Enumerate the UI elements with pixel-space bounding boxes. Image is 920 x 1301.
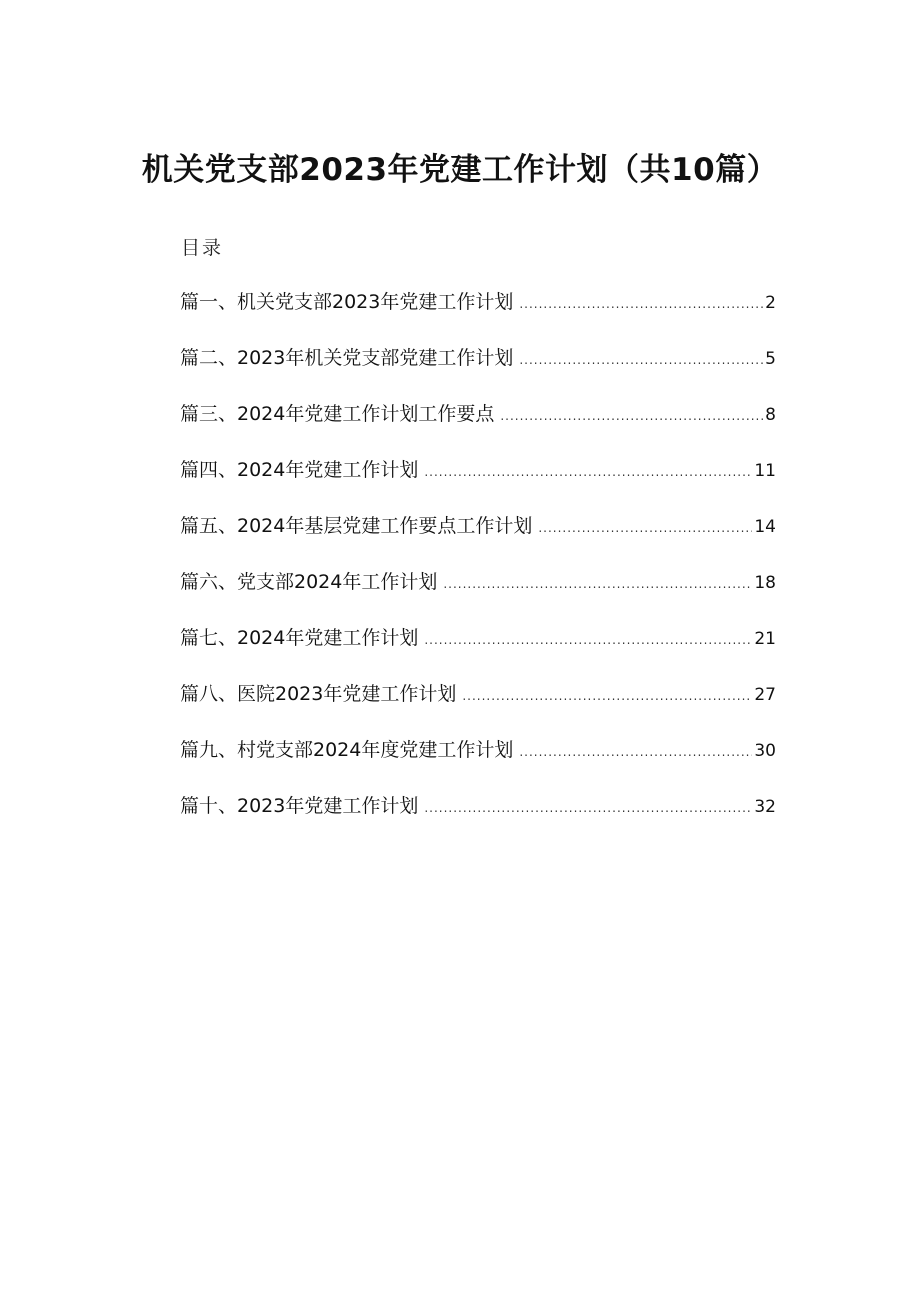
toc-entry-label: 篇七、2024年党建工作计划 [180, 627, 419, 649]
toc-entry-6[interactable] [180, 566, 776, 622]
toc-entry-page: 30 [754, 741, 776, 761]
toc-entry-label: 篇三、2024年党建工作计划工作要点 [180, 403, 495, 425]
toc-dot-leader [519, 288, 763, 320]
toc-entry-label: 篇二、2023年机关党支部党建工作计划 [180, 347, 514, 369]
toc-entry-10[interactable] [180, 790, 776, 846]
toc-entry-label: 篇五、2024年基层党建工作要点工作计划 [180, 515, 533, 537]
toc-entry-4[interactable] [180, 454, 776, 510]
toc-entry-3[interactable] [180, 398, 776, 454]
toc-entry-page: 8 [765, 405, 776, 425]
toc-dot-leader [462, 680, 752, 712]
toc-heading: 目录 [181, 237, 224, 259]
toc-entry-page: 11 [754, 461, 776, 481]
table-of-contents [180, 286, 776, 846]
toc-entry-5[interactable] [180, 510, 776, 566]
toc-entry-label: 篇九、村党支部2024年度党建工作计划 [180, 739, 514, 761]
toc-entry-page: 21 [754, 629, 776, 649]
toc-entry-page: 27 [754, 685, 776, 705]
toc-dot-leader [424, 792, 752, 824]
toc-dot-leader [519, 736, 752, 768]
toc-entry-page: 32 [754, 797, 776, 817]
toc-entry-page: 2 [765, 293, 776, 313]
toc-entry-label: 篇一、机关党支部2023年党建工作计划 [180, 291, 514, 313]
toc-entry-label: 篇八、医院2023年党建工作计划 [180, 683, 457, 705]
toc-dot-leader [424, 456, 752, 488]
toc-entry-page: 18 [754, 573, 776, 593]
toc-entry-label: 篇十、2023年党建工作计划 [180, 795, 419, 817]
toc-dot-leader [519, 344, 763, 376]
toc-entry-page: 5 [765, 349, 776, 369]
toc-entry-2[interactable] [180, 342, 776, 398]
toc-dot-leader [424, 624, 752, 656]
toc-entry-7[interactable] [180, 622, 776, 678]
toc-dot-leader [538, 512, 752, 544]
toc-entry-label: 篇六、党支部2024年工作计划 [180, 571, 438, 593]
toc-entry-label: 篇四、2024年党建工作计划 [180, 459, 419, 481]
toc-entry-1[interactable] [180, 286, 776, 342]
document-title: 机关党支部2023年党建工作计划（共10篇） [141, 152, 779, 188]
toc-entry-9[interactable] [180, 734, 776, 790]
toc-dot-leader [500, 400, 763, 432]
toc-dot-leader [443, 568, 752, 600]
toc-entry-8[interactable] [180, 678, 776, 734]
toc-entry-page: 14 [754, 517, 776, 537]
